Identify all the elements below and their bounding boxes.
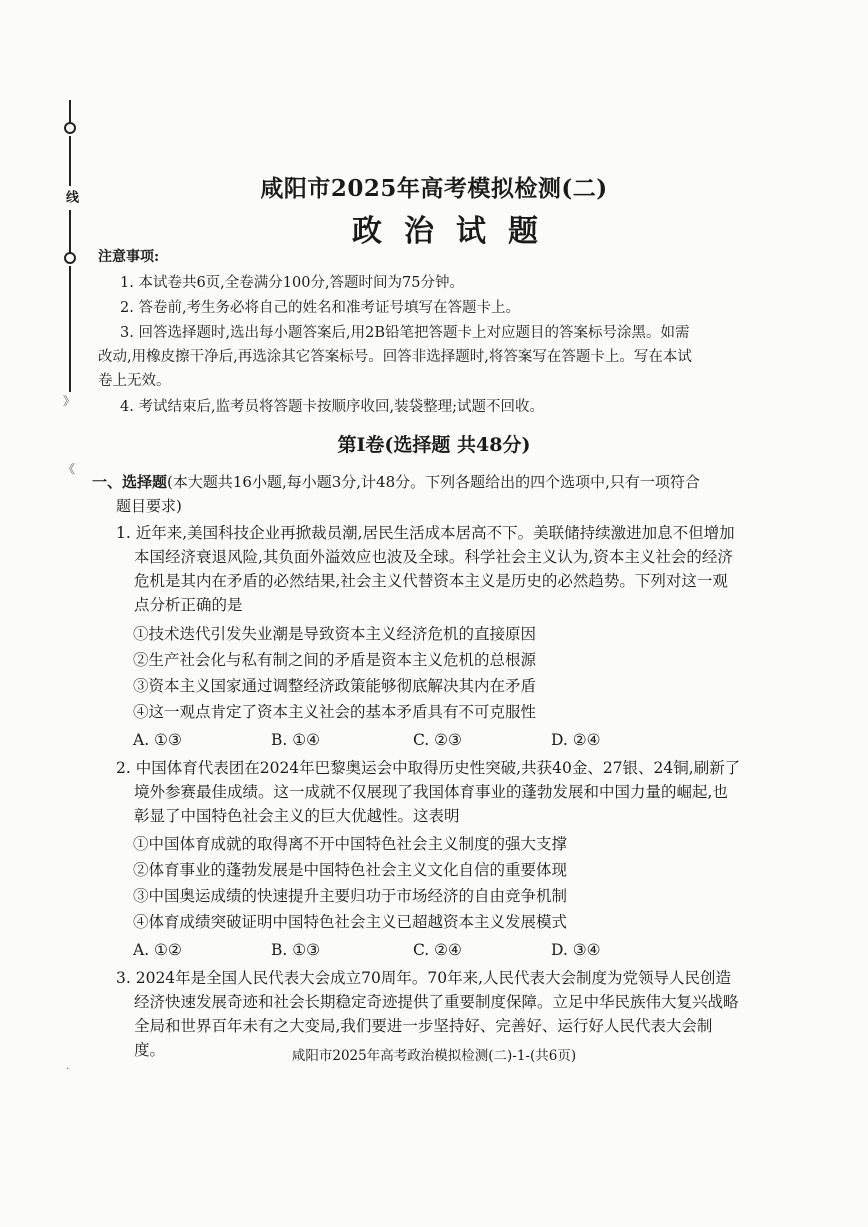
- question-1-option: ④这一观点肯定了资本主义社会的基本矛盾具有不可克服性: [133, 703, 537, 721]
- binding-line: [69, 100, 71, 122]
- corner-mark: ·: [66, 1064, 70, 1075]
- note-item: 1. 本试卷共6页,全卷满分100分,答题时间为75分钟。: [120, 275, 465, 291]
- part-description: (本大题共16小题,每小题3分,计48分。下列各题给出的四个选项中,只有一项符合: [167, 473, 700, 491]
- note-item: 4. 考试结束后,监考员将答题卡按顺序收回,装袋整理;试题不回收。: [120, 399, 545, 415]
- question-2-option: ①中国体育成就的取得离不开中国特色社会主义制度的强大支撑: [133, 835, 568, 853]
- note-item: 2. 答卷前,考生务必将自己的姓名和准考证号填写在答题卡上。: [120, 300, 521, 316]
- choice-d[interactable]: D. ③④: [551, 941, 601, 959]
- choice-b[interactable]: B. ①③: [271, 941, 321, 959]
- part-description-continued: 题目要求): [116, 497, 182, 515]
- choice-c[interactable]: C. ②③: [413, 731, 462, 749]
- question-1-option: ②生产社会化与私有制之间的矛盾是资本主义危机的总根源: [133, 651, 537, 669]
- margin-tick: 《: [63, 462, 76, 476]
- stem-line: 本国经济衰退风险,其负面外溢效应也波及全球。科学社会主义认为,资本主义社会的经济: [134, 548, 733, 566]
- question-2-option: ④体育成绩突破证明中国特色社会主义已超越资本主义发展模式: [133, 913, 568, 931]
- choice-b[interactable]: B. ①④: [271, 731, 321, 749]
- note-item-continued: 卷上无效。: [98, 373, 171, 389]
- binding-hole: [64, 122, 76, 134]
- stem-line: 境外参赛最佳成绩。这一成就不仅展现了我国体育事业的蓬勃发展和中国力量的崛起,也: [134, 783, 728, 801]
- choice-c[interactable]: C. ②④: [413, 941, 462, 959]
- stem-line: 危机是其内在矛盾的必然结果,社会主义代替资本主义是历史的必然趋势。下列对这一观: [134, 572, 728, 590]
- notes-heading: 注意事项:: [98, 249, 160, 265]
- question-2-option: ③中国奥运成绩的快速提升主要归功于市场经济的自由竞争机制: [133, 887, 568, 905]
- part-label: 一、选择题: [92, 473, 168, 491]
- stem-line: 经济快速发展奇迹和社会长期稳定奇迹提供了重要制度保障。立足中华民族伟大复兴战略: [134, 993, 739, 1011]
- question-1-option: ③资本主义国家通过调整经济政策能够彻底解决其内在矛盾: [133, 677, 537, 695]
- stem-line: 点分析正确的是: [134, 596, 243, 614]
- stem-line: 彰显了中国特色社会主义的巨大优越性。这表明: [134, 807, 460, 825]
- binding-label: 线: [63, 190, 78, 203]
- choice-a[interactable]: A. ①③: [133, 731, 182, 749]
- note-item: 3. 回答选择题时,选出每小题答案后,用2B铅笔把答题卡上对应题目的答案标号涂黑。如需: [120, 325, 690, 341]
- exam-title: 咸阳市2025年高考模拟检测(二): [260, 175, 608, 202]
- choice-a[interactable]: A. ①②: [133, 941, 182, 959]
- question-2-stem: [116, 756, 741, 828]
- subject-title: 政治试题: [352, 214, 560, 249]
- margin-tick: 》: [63, 394, 76, 408]
- question-1-option: ①技术迭代引发失业潮是导致资本主义经济危机的直接原因: [133, 625, 537, 643]
- binding-line: [69, 266, 71, 392]
- stem-line: 全局和世界百年未有之大变局,我们要进一步坚持好、完善好、运行好人民代表大会制度。: [134, 1017, 713, 1059]
- part-intro: [92, 470, 752, 518]
- choice-d[interactable]: D. ②④: [551, 731, 601, 749]
- binding-hole: [64, 252, 76, 264]
- stem-line: 3. 2024年是全国人民代表大会成立70周年。70年来,人民代表大会制度为党领导人民创造: [116, 969, 732, 987]
- question-2-option: ②体育事业的蓬勃发展是中国特色社会主义文化自信的重要体现: [133, 861, 568, 879]
- section-title: 第Ⅰ卷(选择题 共48分): [337, 434, 531, 456]
- question-1-stem: [116, 521, 741, 617]
- page-footer: 咸阳市2025年高考政治模拟检测(二)-1-(共6页): [291, 1048, 577, 1064]
- stem-line: 2. 中国体育代表团在2024年巴黎奥运会中取得历史性突破,共获40金、27银、24铜,刷新了: [116, 759, 741, 777]
- stem-line: 1. 近年来,美国科技企业再掀裁员潮,居民生活成本居高不下。美联储持续激进加息不但增加: [116, 524, 735, 542]
- note-item-continued: 改动,用橡皮擦干净后,再选涂其它答案标号。回答非选择题时,将答案写在答题卡上。写在本试: [98, 349, 692, 365]
